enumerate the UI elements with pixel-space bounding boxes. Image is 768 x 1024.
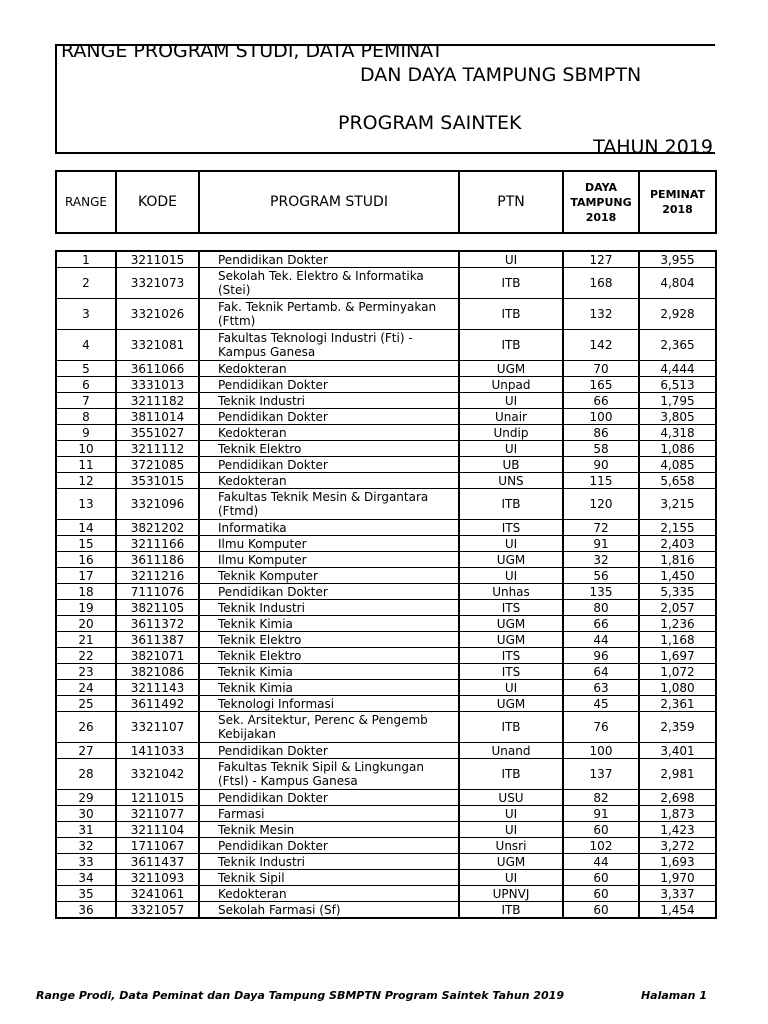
cell-daya-tampung: 82 (563, 790, 639, 806)
cell-program-studi: Pendidikan Dokter (199, 838, 459, 854)
cell-ptn: UI (459, 870, 563, 886)
cell-ptn: UI (459, 680, 563, 696)
cell-range: 3 (56, 299, 116, 330)
cell-ptn: Unand (459, 743, 563, 759)
table-row (56, 361, 716, 377)
table-row (56, 822, 716, 838)
cell-ptn: UGM (459, 696, 563, 712)
header-daya-tampung (563, 171, 639, 233)
cell-ptn: UGM (459, 361, 563, 377)
table-row (56, 759, 716, 790)
cell-kode: 3611066 (116, 361, 199, 377)
cell-kode: 3321081 (116, 330, 199, 361)
cell-program-studi: Teknik Komputer (199, 568, 459, 584)
cell-kode: 3721085 (116, 457, 199, 473)
cell-daya-tampung: 60 (563, 822, 639, 838)
cell-range: 1 (56, 251, 116, 268)
cell-kode: 3611372 (116, 616, 199, 632)
cell-kode: 3211104 (116, 822, 199, 838)
cell-kode: 3611492 (116, 696, 199, 712)
cell-ptn: UGM (459, 616, 563, 632)
title-line-3: PROGRAM SAINTEK (338, 112, 522, 134)
cell-daya-tampung: 135 (563, 584, 639, 600)
header-peminat-line-1: PEMINAT (650, 188, 705, 201)
cell-ptn: ITS (459, 648, 563, 664)
cell-daya-tampung: 100 (563, 743, 639, 759)
table-row (56, 680, 716, 696)
cell-program-studi: Pendidikan Dokter (199, 409, 459, 425)
cell-peminat: 3,955 (639, 251, 716, 268)
cell-range: 7 (56, 393, 116, 409)
cell-range: 36 (56, 902, 116, 919)
cell-daya-tampung: 90 (563, 457, 639, 473)
table-header (55, 170, 717, 234)
cell-ptn: UI (459, 568, 563, 584)
cell-program-studi: Teknik Kimia (199, 616, 459, 632)
cell-range: 14 (56, 520, 116, 536)
cell-range: 25 (56, 696, 116, 712)
table-row (56, 616, 716, 632)
cell-peminat: 1,423 (639, 822, 716, 838)
cell-range: 11 (56, 457, 116, 473)
cell-range: 26 (56, 712, 116, 743)
cell-peminat: 4,444 (639, 361, 716, 377)
cell-kode: 3211077 (116, 806, 199, 822)
header-ptn: PTN (459, 171, 563, 233)
table-row (56, 664, 716, 680)
cell-peminat: 1,816 (639, 552, 716, 568)
cell-ptn: UNS (459, 473, 563, 489)
cell-program-studi: Kedokteran (199, 425, 459, 441)
cell-kode: 3531015 (116, 473, 199, 489)
cell-peminat: 1,450 (639, 568, 716, 584)
cell-ptn: Unhas (459, 584, 563, 600)
cell-program-studi: Sekolah Tek. Elektro & Informatika (Stei) (199, 268, 459, 299)
cell-ptn: USU (459, 790, 563, 806)
cell-daya-tampung: 132 (563, 299, 639, 330)
cell-program-studi: Kedokteran (199, 473, 459, 489)
cell-peminat: 5,335 (639, 584, 716, 600)
cell-program-studi: Teknik Elektro (199, 441, 459, 457)
cell-ptn: UGM (459, 632, 563, 648)
cell-ptn: UI (459, 441, 563, 457)
cell-program-studi: Teknik Sipil (199, 870, 459, 886)
cell-peminat: 3,215 (639, 489, 716, 520)
cell-ptn: UI (459, 806, 563, 822)
table-row (56, 457, 716, 473)
cell-program-studi: Ilmu Komputer (199, 552, 459, 568)
cell-ptn: UI (459, 393, 563, 409)
title-line-1: RANGE PROGRAM STUDI, DATA PEMINAT (61, 44, 444, 62)
cell-kode: 3321107 (116, 712, 199, 743)
cell-ptn: Unair (459, 409, 563, 425)
cell-range: 28 (56, 759, 116, 790)
cell-peminat: 1,697 (639, 648, 716, 664)
cell-kode: 1211015 (116, 790, 199, 806)
cell-daya-tampung: 80 (563, 600, 639, 616)
cell-range: 18 (56, 584, 116, 600)
cell-kode: 3611437 (116, 854, 199, 870)
cell-ptn: ITB (459, 759, 563, 790)
cell-kode: 3211112 (116, 441, 199, 457)
cell-peminat: 4,804 (639, 268, 716, 299)
cell-program-studi: Fakultas Teknologi Industri (Fti) - Kampus Ganesa (199, 330, 459, 361)
header-peminat-line-2: 2018 (662, 203, 693, 216)
cell-daya-tampung: 32 (563, 552, 639, 568)
cell-program-studi: Kedokteran (199, 361, 459, 377)
table-row (56, 393, 716, 409)
cell-daya-tampung: 120 (563, 489, 639, 520)
cell-range: 9 (56, 425, 116, 441)
cell-peminat: 1,795 (639, 393, 716, 409)
cell-range: 17 (56, 568, 116, 584)
cell-range: 10 (56, 441, 116, 457)
cell-kode: 3211166 (116, 536, 199, 552)
cell-kode: 3321096 (116, 489, 199, 520)
cell-peminat: 2,403 (639, 536, 716, 552)
cell-kode: 3611186 (116, 552, 199, 568)
cell-daya-tampung: 72 (563, 520, 639, 536)
cell-daya-tampung: 137 (563, 759, 639, 790)
cell-peminat: 2,155 (639, 520, 716, 536)
cell-program-studi: Sek. Arsitektur, Perenc & Pengemb Kebijakan (199, 712, 459, 743)
cell-program-studi: Teknik Elektro (199, 648, 459, 664)
cell-ptn: ITB (459, 268, 563, 299)
footer-page-number: Halaman 1 (640, 989, 707, 1002)
cell-peminat: 3,337 (639, 886, 716, 902)
title-block (55, 44, 715, 154)
table-row (56, 902, 716, 919)
cell-range: 19 (56, 600, 116, 616)
cell-peminat: 2,928 (639, 299, 716, 330)
cell-program-studi: Pendidikan Dokter (199, 743, 459, 759)
cell-daya-tampung: 66 (563, 393, 639, 409)
table-row (56, 520, 716, 536)
table-row (56, 473, 716, 489)
cell-ptn: ITB (459, 902, 563, 919)
cell-kode: 1411033 (116, 743, 199, 759)
cell-daya-tampung: 56 (563, 568, 639, 584)
table-row (56, 886, 716, 902)
cell-program-studi: Teknik Kimia (199, 680, 459, 696)
cell-peminat: 2,359 (639, 712, 716, 743)
table-row (56, 425, 716, 441)
cell-ptn: ITB (459, 489, 563, 520)
cell-peminat: 5,658 (639, 473, 716, 489)
table-row (56, 268, 716, 299)
cell-daya-tampung: 45 (563, 696, 639, 712)
cell-peminat: 1,693 (639, 854, 716, 870)
cell-ptn: ITB (459, 299, 563, 330)
cell-program-studi: Pendidikan Dokter (199, 377, 459, 393)
cell-program-studi: Informatika (199, 520, 459, 536)
cell-program-studi: Pendidikan Dokter (199, 251, 459, 268)
header-program-studi: PROGRAM STUDI (199, 171, 459, 233)
cell-kode: 3241061 (116, 886, 199, 902)
cell-daya-tampung: 86 (563, 425, 639, 441)
cell-peminat: 6,513 (639, 377, 716, 393)
data-table (55, 250, 717, 919)
cell-range: 23 (56, 664, 116, 680)
cell-daya-tampung: 58 (563, 441, 639, 457)
cell-kode: 1711067 (116, 838, 199, 854)
cell-program-studi: Teknik Elektro (199, 632, 459, 648)
cell-kode: 3211015 (116, 251, 199, 268)
cell-kode: 3811014 (116, 409, 199, 425)
cell-peminat: 4,318 (639, 425, 716, 441)
cell-daya-tampung: 70 (563, 361, 639, 377)
table-row (56, 632, 716, 648)
cell-program-studi: Fakultas Teknik Sipil & Lingkungan (Ftsl) - Kampus Ganesa (199, 759, 459, 790)
cell-ptn: ITB (459, 330, 563, 361)
cell-peminat: 1,072 (639, 664, 716, 680)
cell-ptn: ITB (459, 712, 563, 743)
cell-kode: 3211143 (116, 680, 199, 696)
cell-range: 27 (56, 743, 116, 759)
cell-range: 32 (56, 838, 116, 854)
table-row (56, 806, 716, 822)
cell-range: 29 (56, 790, 116, 806)
header-peminat (639, 171, 716, 233)
cell-daya-tampung: 44 (563, 854, 639, 870)
cell-peminat: 3,805 (639, 409, 716, 425)
cell-range: 35 (56, 886, 116, 902)
cell-kode: 3331013 (116, 377, 199, 393)
footer-caption: Range Prodi, Data Peminat dan Daya Tampung SBMPTN Program Saintek Tahun 2019 (36, 989, 564, 1002)
cell-peminat: 4,085 (639, 457, 716, 473)
cell-daya-tampung: 63 (563, 680, 639, 696)
cell-peminat: 1,086 (639, 441, 716, 457)
cell-peminat: 1,236 (639, 616, 716, 632)
cell-kode: 3211182 (116, 393, 199, 409)
table-row (56, 536, 716, 552)
cell-program-studi: Pendidikan Dokter (199, 584, 459, 600)
table-row (56, 584, 716, 600)
table-row (56, 743, 716, 759)
cell-kode: 3821105 (116, 600, 199, 616)
table-row (56, 854, 716, 870)
cell-ptn: UB (459, 457, 563, 473)
cell-daya-tampung: 115 (563, 473, 639, 489)
cell-program-studi: Ilmu Komputer (199, 536, 459, 552)
cell-ptn: UGM (459, 552, 563, 568)
cell-range: 33 (56, 854, 116, 870)
cell-program-studi: Sekolah Farmasi (Sf) (199, 902, 459, 919)
table-row (56, 489, 716, 520)
cell-ptn: UI (459, 251, 563, 268)
cell-kode: 7111076 (116, 584, 199, 600)
cell-ptn: ITS (459, 664, 563, 680)
cell-daya-tampung: 60 (563, 870, 639, 886)
cell-program-studi: Kedokteran (199, 886, 459, 902)
header-daya-line-2: TAMPUNG (570, 195, 632, 209)
table-row (56, 712, 716, 743)
table-row (56, 648, 716, 664)
cell-peminat: 1,168 (639, 632, 716, 648)
cell-range: 5 (56, 361, 116, 377)
table-row (56, 838, 716, 854)
cell-range: 20 (56, 616, 116, 632)
cell-daya-tampung: 168 (563, 268, 639, 299)
cell-range: 34 (56, 870, 116, 886)
cell-range: 30 (56, 806, 116, 822)
cell-program-studi: Farmasi (199, 806, 459, 822)
header-kode: KODE (116, 171, 199, 233)
cell-peminat: 2,981 (639, 759, 716, 790)
cell-ptn: UI (459, 536, 563, 552)
cell-range: 16 (56, 552, 116, 568)
table-row (56, 441, 716, 457)
cell-ptn: ITS (459, 520, 563, 536)
cell-daya-tampung: 165 (563, 377, 639, 393)
cell-range: 4 (56, 330, 116, 361)
cell-range: 2 (56, 268, 116, 299)
cell-program-studi: Teknik Kimia (199, 664, 459, 680)
cell-kode: 3821086 (116, 664, 199, 680)
cell-daya-tampung: 91 (563, 806, 639, 822)
cell-peminat: 1,873 (639, 806, 716, 822)
cell-range: 22 (56, 648, 116, 664)
cell-kode: 3551027 (116, 425, 199, 441)
title-line-2: DAN DAYA TAMPUNG SBMPTN (360, 64, 642, 86)
cell-program-studi: Fak. Teknik Pertamb. & Perminyakan (Fttm) (199, 299, 459, 330)
table-row (56, 568, 716, 584)
cell-daya-tampung: 44 (563, 632, 639, 648)
cell-range: 24 (56, 680, 116, 696)
cell-ptn: UPNVJ (459, 886, 563, 902)
table-row (56, 552, 716, 568)
table-row (56, 790, 716, 806)
cell-peminat: 2,365 (639, 330, 716, 361)
cell-daya-tampung: 66 (563, 616, 639, 632)
table-row (56, 409, 716, 425)
table-row (56, 251, 716, 268)
cell-kode: 3321073 (116, 268, 199, 299)
cell-program-studi: Teknik Mesin (199, 822, 459, 838)
table-row (56, 299, 716, 330)
cell-kode: 3611387 (116, 632, 199, 648)
cell-kode: 3321042 (116, 759, 199, 790)
cell-daya-tampung: 100 (563, 409, 639, 425)
cell-ptn: Undip (459, 425, 563, 441)
cell-range: 13 (56, 489, 116, 520)
table-row (56, 600, 716, 616)
cell-program-studi: Pendidikan Dokter (199, 790, 459, 806)
cell-program-studi: Fakultas Teknik Mesin & Dirgantara (Ftmd) (199, 489, 459, 520)
cell-daya-tampung: 127 (563, 251, 639, 268)
cell-kode: 3821202 (116, 520, 199, 536)
cell-daya-tampung: 102 (563, 838, 639, 854)
cell-peminat: 2,698 (639, 790, 716, 806)
cell-range: 6 (56, 377, 116, 393)
cell-program-studi: Teknologi Informasi (199, 696, 459, 712)
cell-ptn: Unpad (459, 377, 563, 393)
title-line-4: TAHUN 2019 (593, 136, 713, 154)
table-row (56, 377, 716, 393)
cell-peminat: 1,970 (639, 870, 716, 886)
cell-program-studi: Teknik Industri (199, 393, 459, 409)
cell-daya-tampung: 142 (563, 330, 639, 361)
table-row (56, 870, 716, 886)
cell-kode: 3321026 (116, 299, 199, 330)
cell-range: 21 (56, 632, 116, 648)
cell-program-studi: Pendidikan Dokter (199, 457, 459, 473)
header-range: RANGE (56, 171, 116, 233)
cell-peminat: 3,401 (639, 743, 716, 759)
cell-ptn: UI (459, 822, 563, 838)
header-daya-line-1: DAYA (584, 180, 618, 194)
cell-ptn: ITS (459, 600, 563, 616)
cell-daya-tampung: 60 (563, 886, 639, 902)
cell-kode: 3211216 (116, 568, 199, 584)
cell-range: 15 (56, 536, 116, 552)
cell-range: 31 (56, 822, 116, 838)
cell-ptn: UGM (459, 854, 563, 870)
cell-peminat: 1,454 (639, 902, 716, 919)
cell-range: 8 (56, 409, 116, 425)
cell-range: 12 (56, 473, 116, 489)
cell-ptn: Unsri (459, 838, 563, 854)
cell-daya-tampung: 91 (563, 536, 639, 552)
cell-kode: 3321057 (116, 902, 199, 919)
cell-kode: 3821071 (116, 648, 199, 664)
table-row (56, 696, 716, 712)
table-row (56, 330, 716, 361)
cell-daya-tampung: 60 (563, 902, 639, 919)
cell-peminat: 1,080 (639, 680, 716, 696)
cell-peminat: 3,272 (639, 838, 716, 854)
header-daya-line-3: 2018 (585, 210, 617, 224)
cell-peminat: 2,361 (639, 696, 716, 712)
cell-daya-tampung: 96 (563, 648, 639, 664)
cell-daya-tampung: 64 (563, 664, 639, 680)
cell-kode: 3211093 (116, 870, 199, 886)
cell-program-studi: Teknik Industri (199, 600, 459, 616)
cell-peminat: 2,057 (639, 600, 716, 616)
cell-daya-tampung: 76 (563, 712, 639, 743)
cell-program-studi: Teknik Industri (199, 854, 459, 870)
